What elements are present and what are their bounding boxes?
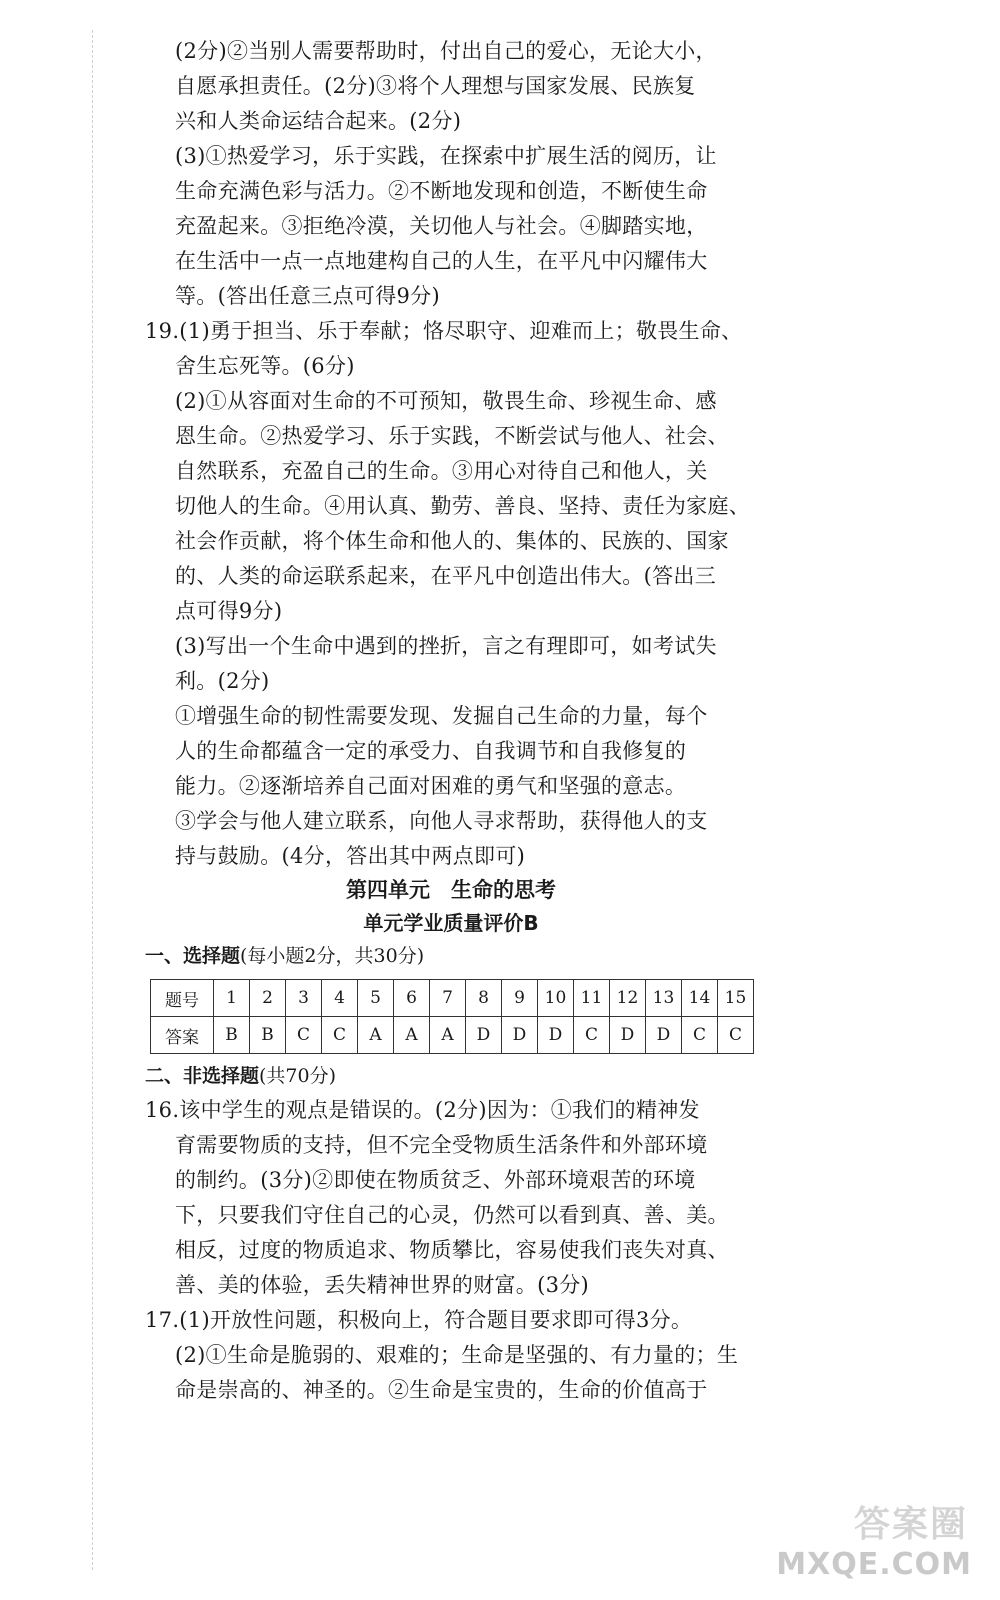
text-line: ①增强生命的韧性需要发现、发掘自己生命的力量，每个 bbox=[175, 704, 708, 728]
section-2-note: (共70分) bbox=[259, 1065, 337, 1087]
text-line: 人的生命都蕴含一定的承受力、自我调节和自我修复的 bbox=[175, 739, 687, 763]
question-number-cell: 1 bbox=[214, 980, 250, 1017]
text-line: 善、美的体验，丢失精神世界的财富。(3分) bbox=[175, 1273, 590, 1297]
answer-header: 答案 bbox=[151, 1017, 214, 1054]
answer-cell: D bbox=[466, 1017, 502, 1054]
section-2-heading bbox=[145, 1060, 757, 1093]
question-number-cell: 4 bbox=[322, 980, 358, 1017]
text-line: 16.该中学生的观点是错误的。(2分)因为：①我们的精神发 bbox=[145, 1098, 700, 1122]
answer-cell: C bbox=[322, 1017, 358, 1054]
text-line: 兴和人类命运结合起来。(2分) bbox=[175, 109, 462, 133]
text-line: 自然联系，充盈自己的生命。③用心对待自己和他人，关 bbox=[175, 459, 708, 483]
section-2-label: 二、非选择题 bbox=[145, 1065, 260, 1087]
answer-cell: C bbox=[574, 1017, 610, 1054]
text-line: 充盈起来。③拒绝冷漠，关切他人与社会。④脚踏实地， bbox=[175, 214, 708, 238]
question-number-cell: 11 bbox=[574, 980, 610, 1017]
text-line: 自愿承担责任。(2分)③将个人理想与国家发展、民族复 bbox=[175, 74, 696, 98]
question-number-header: 题号 bbox=[151, 980, 214, 1017]
answer-cell: C bbox=[286, 1017, 322, 1054]
question-number-cell: 9 bbox=[502, 980, 538, 1017]
answer-block-bottom bbox=[145, 1093, 757, 1408]
text-line: 舍生忘死等。(6分) bbox=[175, 354, 355, 378]
text-line: 的制约。(3分)②即使在物质贫乏、外部环境艰苦的环境 bbox=[175, 1168, 696, 1192]
text-line: 利。(2分) bbox=[175, 669, 270, 693]
watermark-logo: 答案圈 bbox=[853, 1504, 968, 1545]
text-line: 持与鼓励。(4分，答出其中两点即可) bbox=[175, 844, 526, 868]
text-line: 17.(1)开放性问题，积极向上，符合题目要求即可得3分。 bbox=[145, 1308, 693, 1332]
section-1-heading bbox=[145, 940, 757, 973]
text-line: 社会作贡献，将个体生命和他人的、集体的、民族的、国家 bbox=[175, 529, 729, 553]
question-number-cell: 2 bbox=[250, 980, 286, 1017]
question-number-cell: 6 bbox=[394, 980, 430, 1017]
text-line: 在生活中一点一点地建构自己的人生，在平凡中闪耀伟大 bbox=[175, 249, 708, 273]
text-line: 育需要物质的支持，但不完全受物质生活条件和外部环境 bbox=[175, 1133, 708, 1157]
site-watermark bbox=[776, 1496, 972, 1582]
text-line: (2分)②当别人需要帮助时，付出自己的爱心，无论大小， bbox=[175, 39, 717, 63]
unit-title: 第四单元 生命的思考 bbox=[346, 878, 556, 902]
question-number-cell: 12 bbox=[610, 980, 646, 1017]
text-line: 相反，过度的物质追求、物质攀比，容易使我们丧失对真、 bbox=[175, 1238, 729, 1262]
answer-page bbox=[145, 34, 757, 1408]
text-line: (3)写出一个生命中遇到的挫折，言之有理即可，如考试失 bbox=[175, 634, 717, 658]
text-line: (3)①热爱学习，乐于实践，在探索中扩展生活的阅历，让 bbox=[175, 144, 717, 168]
question-number-cell: 3 bbox=[286, 980, 322, 1017]
question-number-cell: 10 bbox=[538, 980, 574, 1017]
section-1-note: (每小题2分，共30分) bbox=[240, 945, 425, 967]
answer-cell: C bbox=[718, 1017, 754, 1054]
text-line: (2)①从容面对生命的不可预知，敬畏生命、珍视生命、感 bbox=[175, 389, 717, 413]
text-line: ③学会与他人建立联系，向他人寻求帮助，获得他人的支 bbox=[175, 809, 708, 833]
answer-cell: D bbox=[502, 1017, 538, 1054]
text-line: 下，只要我们守住自己的心灵，仍然可以看到真、善、美。 bbox=[175, 1203, 729, 1227]
question-number-cell: 15 bbox=[718, 980, 754, 1017]
text-line: (2)①生命是脆弱的、艰难的；生命是坚强的、有力量的；生 bbox=[175, 1343, 739, 1367]
question-number-cell: 5 bbox=[358, 980, 394, 1017]
question-number-row bbox=[151, 980, 754, 1017]
answer-cell: A bbox=[358, 1017, 394, 1054]
text-line: 点可得9分) bbox=[175, 599, 283, 623]
binding-margin-line bbox=[92, 30, 93, 1570]
answer-cell: B bbox=[250, 1017, 286, 1054]
answer-cell: D bbox=[646, 1017, 682, 1054]
answer-cell: C bbox=[682, 1017, 718, 1054]
text-line: 等。(答出任意三点可得9分) bbox=[175, 284, 440, 308]
answer-table bbox=[150, 979, 754, 1054]
text-line: 命是崇高的、神圣的。②生命是宝贵的，生命的价值高于 bbox=[175, 1378, 708, 1402]
unit-subtitle: 单元学业质量评价B bbox=[363, 911, 539, 935]
question-number-cell: 7 bbox=[430, 980, 466, 1017]
text-line: 生命充满色彩与活力。②不断地发现和创造，不断使生命 bbox=[175, 179, 708, 203]
text-line: 19.(1)勇于担当、乐于奉献；恪尽职守、迎难而上；敬畏生命、 bbox=[145, 319, 743, 343]
question-number-cell: 8 bbox=[466, 980, 502, 1017]
answer-cell: A bbox=[394, 1017, 430, 1054]
answer-row bbox=[151, 1017, 754, 1054]
section-1-label: 一、选择题 bbox=[145, 945, 241, 967]
answer-cell: A bbox=[430, 1017, 466, 1054]
text-line: 恩生命。②热爱学习、乐于实践，不断尝试与他人、社会、 bbox=[175, 424, 729, 448]
question-number-cell: 14 bbox=[682, 980, 718, 1017]
text-line: 的、人类的命运联系起来，在平凡中创造出伟大。(答出三 bbox=[175, 564, 716, 588]
text-line: 切他人的生命。④用认真、勤劳、善良、坚持、责任为家庭、 bbox=[175, 494, 751, 518]
question-number-cell: 13 bbox=[646, 980, 682, 1017]
text-line: 能力。②逐渐培养自己面对困难的勇气和坚强的意志。 bbox=[175, 774, 687, 798]
watermark-site: MXQE.COM bbox=[776, 1547, 972, 1582]
answer-block-top bbox=[145, 34, 757, 874]
answer-cell: D bbox=[538, 1017, 574, 1054]
answer-cell: D bbox=[610, 1017, 646, 1054]
answer-cell: B bbox=[214, 1017, 250, 1054]
